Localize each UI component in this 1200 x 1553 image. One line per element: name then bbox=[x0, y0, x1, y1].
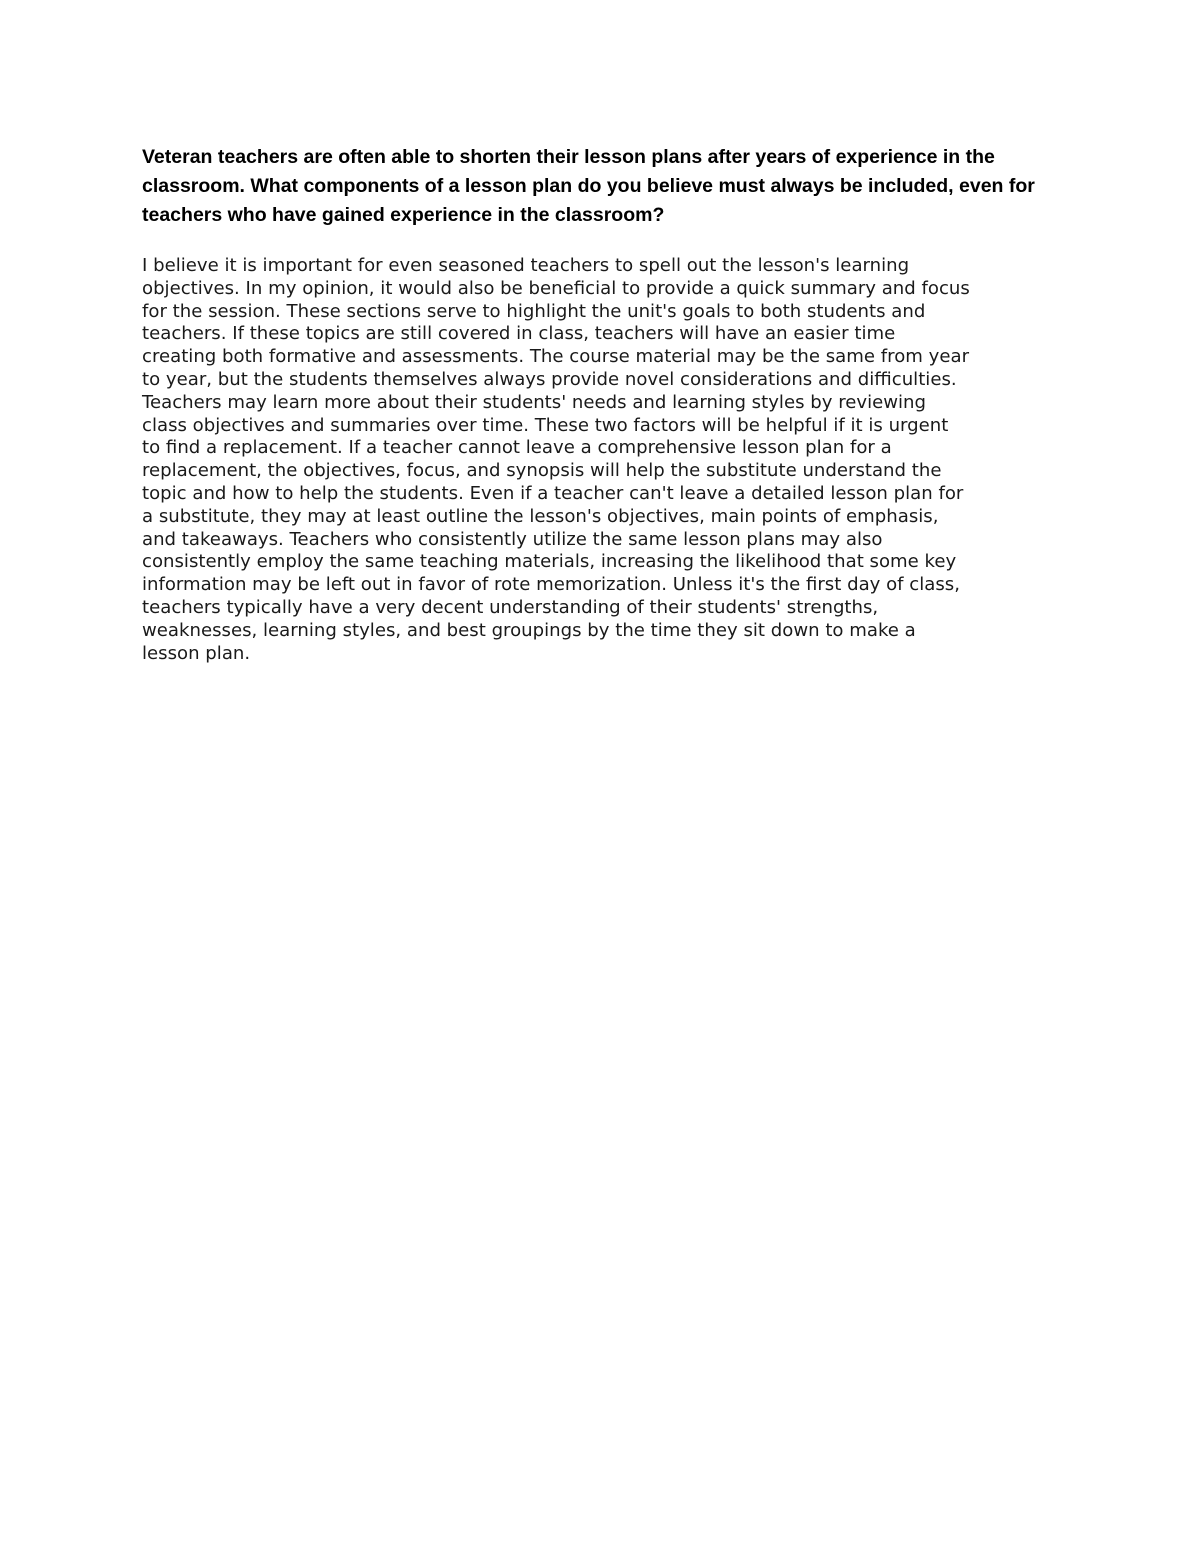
answer-line: Teachers may learn more about their students' needs and learning styles by reviewing bbox=[142, 391, 927, 413]
answer-line: to year, but the students themselves always provide novel considerations and difficulties. bbox=[142, 368, 957, 390]
question-heading bbox=[142, 143, 1082, 230]
answer-paragraph bbox=[142, 255, 1072, 665]
answer-line: objectives. In my opinion, it would also be beneficial to provide a quick summary and focus bbox=[142, 277, 970, 299]
answer-line: consistently employ the same teaching materials, increasing the likelihood that some key bbox=[142, 551, 957, 573]
answer-line: lesson plan. bbox=[142, 642, 251, 664]
answer-line: and takeaways. Teachers who consistently utilize the same lesson plans may also bbox=[142, 528, 883, 550]
question-line: classroom. What components of a lesson plan do you believe must always be included, even for bbox=[142, 175, 1035, 197]
answer-line: for the session. These sections serve to highlight the unit's goals to both students and bbox=[142, 300, 926, 322]
answer-line: replacement, the objectives, focus, and synopsis will help the substitute understand the bbox=[142, 460, 942, 482]
answer-line: teachers typically have a very decent understanding of their students' strengths, bbox=[142, 596, 879, 618]
answer-line: class objectives and summaries over time. These two factors will be helpful if it is urgent bbox=[142, 414, 949, 436]
answer-line: topic and how to help the students. Even if a teacher can't leave a detailed lesson plan for bbox=[142, 482, 964, 504]
answer-line: I believe it is important for even seasoned teachers to spell out the lesson's learning bbox=[142, 255, 910, 276]
answer-line: teachers. If these topics are still covered in class, teachers will have an easier time bbox=[142, 323, 896, 345]
answer-line: information may be left out in favor of rote memorization. Unless it's the first day of class, bbox=[142, 574, 960, 596]
answer-line: a substitute, they may at least outline the lesson's objectives, main points of emphasis, bbox=[142, 505, 939, 527]
question-line: Veteran teachers are often able to shorten their lesson plans after years of experience in the bbox=[142, 146, 995, 168]
answer-line: to find a replacement. If a teacher cannot leave a comprehensive lesson plan for a bbox=[142, 437, 892, 459]
question-line: teachers who have gained experience in the classroom? bbox=[142, 204, 665, 226]
answer-line: weaknesses, learning styles, and best groupings by the time they sit down to make a bbox=[142, 619, 916, 641]
answer-line: creating both formative and assessments. The course material may be the same from year bbox=[142, 346, 970, 368]
